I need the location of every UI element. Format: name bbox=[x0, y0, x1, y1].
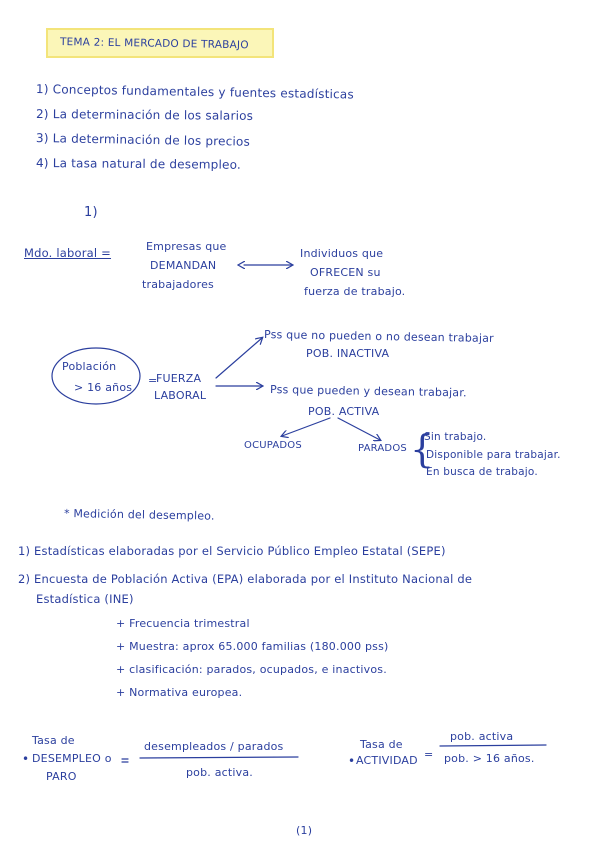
population-circle-line-1: Población bbox=[62, 360, 117, 373]
employed-arrow bbox=[282, 418, 330, 436]
unemployment-denominator: pob. activa. bbox=[186, 766, 253, 779]
activity-equals: = bbox=[424, 748, 434, 761]
unemployed-condition-2: Disponible para trabajar. bbox=[426, 449, 561, 461]
unemployment-fraction-bar bbox=[140, 757, 298, 758]
source-ine: Estadística (INE) bbox=[36, 592, 134, 606]
population-circle-line-2: > 16 años bbox=[74, 381, 133, 394]
employers-line-1: Empresas que bbox=[146, 240, 227, 253]
activity-fraction-bar bbox=[440, 745, 546, 746]
labor-force-equals: = bbox=[148, 374, 158, 387]
inactive-population: POB. INACTIVA bbox=[306, 347, 390, 360]
page-number: (1) bbox=[296, 824, 313, 837]
workers-line-1: Individuos que bbox=[300, 247, 384, 260]
page-title: TEMA 2: EL MERCADO DE TRABAJO bbox=[59, 36, 249, 52]
epa-point-1: + Frecuencia trimestral bbox=[116, 617, 250, 630]
employers-line-2: DEMANDAN bbox=[150, 259, 217, 272]
activity-denominator: pob. > 16 años. bbox=[444, 752, 535, 765]
unemployed-condition-3: En busca de trabajo. bbox=[426, 466, 538, 478]
epa-point-4: + Normativa europea. bbox=[116, 686, 243, 699]
measurement-heading: * Medición del desempleo. bbox=[63, 507, 215, 523]
source-sepe: 1) Estadísticas elaboradas por el Servicio Público Empleo Estatal (SEPE) bbox=[18, 544, 446, 558]
unemployed-label: PARADOS bbox=[358, 443, 407, 454]
outline-item-1: 1) Conceptos fundamentales y fuentes estadísticas bbox=[35, 82, 354, 102]
population-circle bbox=[52, 348, 140, 404]
outline-item-4: 4) La tasa natural de desempleo. bbox=[35, 156, 242, 172]
unemployment-rate-bullet: • bbox=[22, 752, 30, 766]
workers-line-2: OFRECEN su bbox=[310, 266, 381, 279]
source-epa: 2) Encuesta de Población Activa (EPA) elaborada por el Instituto Nacional de bbox=[18, 572, 473, 586]
activity-rate-bullet: • bbox=[348, 754, 356, 768]
unemployed-arrow bbox=[338, 418, 380, 440]
activity-rate-label-2: ACTIVIDAD bbox=[356, 754, 418, 767]
unemployment-rate-label-1: Tasa de bbox=[32, 734, 75, 747]
unemployment-numerator: desempleados / parados bbox=[144, 740, 284, 753]
workers-line-3: fuerza de trabajo. bbox=[304, 285, 406, 298]
activity-numerator: pob. activa bbox=[450, 730, 514, 743]
active-description: Pss que pueden y desean trabajar. bbox=[269, 383, 467, 400]
unemployed-brace: { bbox=[410, 427, 435, 471]
labor-market-label: Mdo. laboral = bbox=[24, 246, 112, 260]
outline-item-2: 2) La determinación de los salarios bbox=[35, 107, 254, 123]
inactive-arrow bbox=[216, 338, 262, 378]
inactive-description: Pss que no pueden o no desean trabajar bbox=[263, 328, 494, 346]
labor-force-line-2: LABORAL bbox=[154, 389, 207, 402]
unemployment-rate-label-2: DESEMPLEO o bbox=[32, 752, 112, 765]
unemployment-rate-label-3: PARO bbox=[46, 770, 77, 783]
epa-point-3: + clasificación: parados, ocupados, e inactivos. bbox=[116, 663, 387, 676]
labor-force-line-1: FUERZA bbox=[156, 372, 202, 385]
employers-line-3: trabajadores bbox=[142, 278, 214, 291]
employed-label: OCUPADOS bbox=[244, 440, 302, 451]
section-marker: 1) bbox=[84, 205, 98, 220]
epa-point-2: + Muestra: aprox 65.000 familias (180.000 pss) bbox=[116, 640, 389, 653]
active-population: POB. ACTIVA bbox=[308, 405, 380, 418]
unemployed-condition-1: Sin trabajo. bbox=[424, 431, 487, 443]
outline-item-3: 3) La determinación de los precios bbox=[35, 131, 251, 149]
activity-rate-label-1: Tasa de bbox=[360, 738, 403, 751]
